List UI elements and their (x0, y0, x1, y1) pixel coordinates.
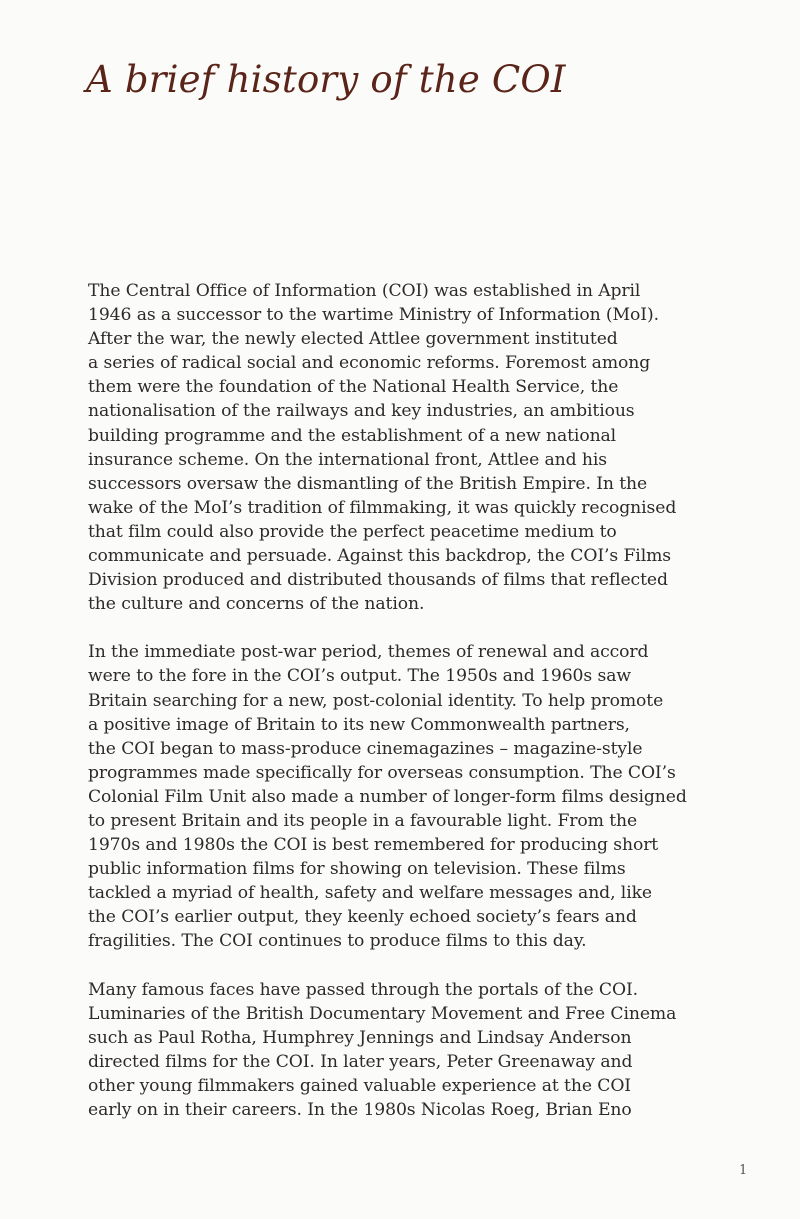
text-line: successors oversaw the dismantling of the British Empire. In the (88, 473, 648, 494)
text-line: such as Paul Rotha, Humphrey Jennings and Lindsay Anderson (88, 1027, 632, 1048)
paragraph-2 (88, 640, 724, 953)
text-line: nationalisation of the railways and key industries, an ambitious (88, 401, 635, 422)
text-line: tackled a myriad of health, safety and welfare messages and, like (88, 883, 652, 904)
text-line: After the war, the newly elected Attlee government instituted (88, 329, 618, 350)
text-line: insurance scheme. On the international front, Attlee and his (88, 449, 607, 470)
text-line: public information films for showing on television. These films (88, 859, 626, 880)
text-line: a positive image of Britain to its new Commonwealth partners, (88, 714, 630, 735)
text-line: the culture and concerns of the nation. (88, 594, 425, 615)
paragraph-1 (88, 279, 724, 616)
text-line: programmes made specifically for overseas consumption. The COI’s (88, 762, 676, 783)
text-line: a series of radical social and economic reforms. Foremost among (88, 353, 651, 374)
text-line: the COI’s earlier output, they keenly echoed society’s fears and (88, 907, 637, 928)
text-line: fragilities. The COI continues to produce films to this day. (88, 931, 587, 952)
text-line: were to the fore in the COI’s output. The 1950s and 1960s saw (88, 666, 631, 687)
body-text (88, 279, 724, 1146)
text-line: to present Britain and its people in a favourable light. From the (88, 810, 638, 831)
text-line: communicate and persuade. Against this backdrop, the COI’s Films (88, 546, 672, 567)
text-line: other young filmmakers gained valuable experience at the COI (88, 1075, 631, 1096)
page-title: A brief history of the COI (86, 58, 566, 101)
page-number: 1 (739, 1163, 748, 1178)
text-line: them were the foundation of the National Health Service, the (88, 377, 619, 398)
text-line: building programme and the establishment of a new national (88, 425, 617, 446)
text-line: the COI began to mass-produce cinemagazines – magazine-style (88, 738, 643, 759)
text-line: Many famous faces have passed through the portals of the COI. (88, 979, 639, 1000)
text-line: early on in their careers. In the 1980s Nicolas Roeg, Brian Eno (88, 1100, 632, 1120)
text-line: The Central Office of Information (COI) was established in April (88, 281, 641, 301)
text-line: wake of the MoI’s tradition of filmmaking, it was quickly recognised (88, 497, 677, 518)
text-line: Division produced and distributed thousands of films that reflected (88, 570, 668, 591)
text-line: Britain searching for a new, post-colonial identity. To help promote (88, 690, 664, 711)
text-line: Colonial Film Unit also made a number of longer-form films designed (88, 786, 687, 807)
paragraph-3 (88, 978, 724, 1123)
text-line: 1946 as a successor to the wartime Ministry of Information (MoI). (88, 305, 659, 326)
text-line: that film could also provide the perfect peacetime medium to (88, 521, 617, 542)
text-line: In the immediate post-war period, themes of renewal and accord (88, 642, 649, 663)
text-line: 1970s and 1980s the COI is best remembered for producing short (88, 835, 659, 856)
text-line: Luminaries of the British Documentary Movement and Free Cinema (88, 1003, 677, 1024)
text-line: directed films for the COI. In later years, Peter Greenaway and (88, 1051, 633, 1072)
